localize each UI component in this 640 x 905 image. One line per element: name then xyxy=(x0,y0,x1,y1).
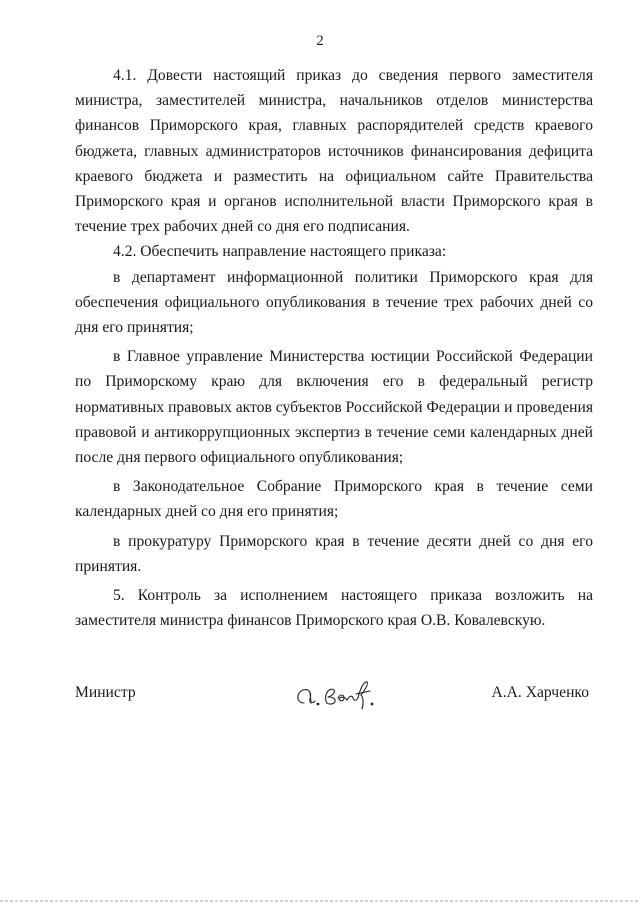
paragraph-prosecutor: в прокуратуру Приморского края в течение десяти дней со дня его принятия. xyxy=(75,532,593,575)
scan-bottom-edge xyxy=(0,900,640,902)
paragraph-4-1: 4.1. Довести настоящий приказ до сведения первого заместителя министра, заместителей министра, начальников отделов министерства финансов Приморского края, главных распорядителей средств краевого бюджета, главных администраторов источников финансирования дефицита краевого бюджета и разместить на официальном сайте Правительства Приморского края и органов исполнительной власти Приморского края в течение трех рабочих дней со дня его подписания. xyxy=(75,67,593,236)
paragraph-5-control: 5. Контроль за исполнением настоящего приказа возложить на заместителя министра финансов Приморского края О.В. Ковалевскую. xyxy=(75,587,593,630)
handwritten-signature xyxy=(290,673,390,713)
paragraph-info-policy: в департамент информационной политики Приморского края для обеспечения официального опубликования в течение трех рабочих дней со дня его принятия; xyxy=(75,268,593,337)
signatory-title: Министр xyxy=(75,684,136,701)
paragraph-4-2: 4.2. Обеспечить направление настоящего приказа: xyxy=(113,243,447,261)
paragraph-legislative-assembly: в Законодательное Собрание Приморского края в течение семи календарных дней со дня его принятия; xyxy=(75,478,593,521)
signatory-name: А.А. Харченко xyxy=(491,684,589,701)
document-body xyxy=(75,63,593,633)
page-number: 2 xyxy=(316,33,324,49)
paragraph-justice-ministry: в Главное управление Министерства юстиции Российской Федерации по Приморскому краю для включения его в федеральный регистр нормативных правовых актов субъектов Российской Федерации и проведения правовой и антикоррупционных экспертиз в течение семи календарных дней после дня первого официального опубликования; xyxy=(75,348,593,467)
signature-block xyxy=(75,673,593,713)
